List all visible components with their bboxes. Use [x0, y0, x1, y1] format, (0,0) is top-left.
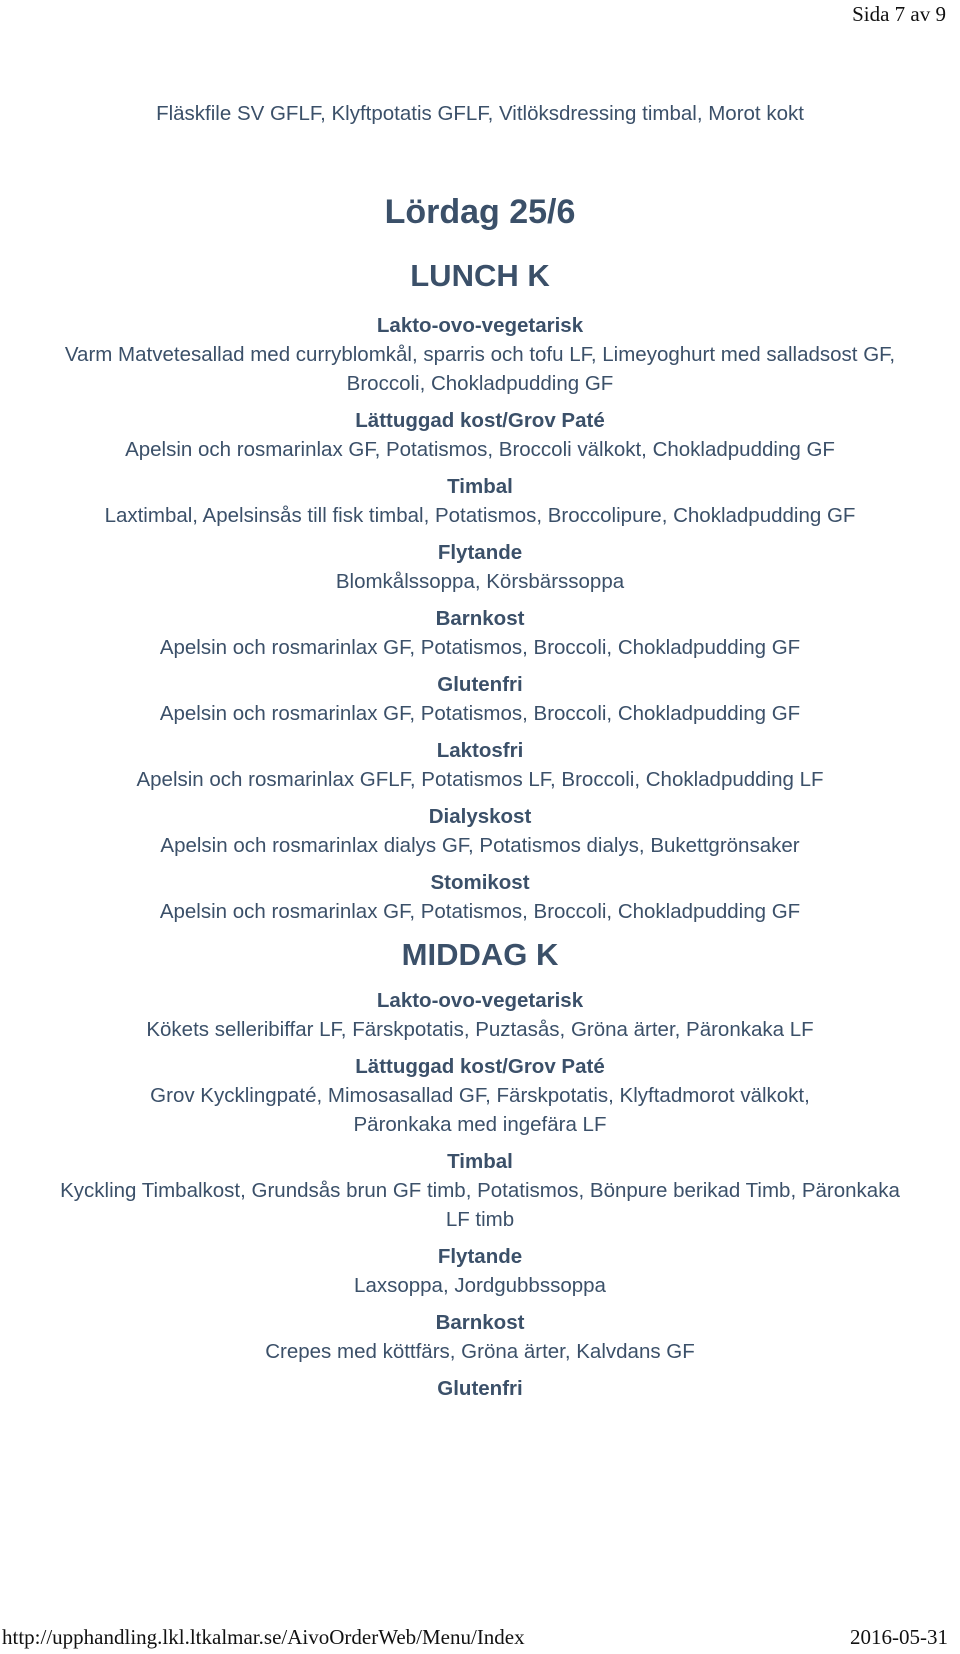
meal-title: MIDDAG K [401, 937, 559, 972]
diet-name: Timbal [447, 475, 513, 498]
meal-section-lunch [40, 256, 920, 926]
day-title: Lördag 25/6 [384, 193, 576, 231]
diet-name: Lakto-ovo-vegetarisk [376, 989, 584, 1012]
footer-url: http://upphandling.lkl.ltkalmar.se/AivoOrderWeb/Menu/Index [2, 1625, 525, 1649]
diet-name: Timbal [447, 1150, 513, 1173]
diet-name: Lättuggad kost/Grov Paté [355, 1055, 605, 1078]
diet-name: Barnkost [435, 1311, 525, 1334]
diet-block [40, 869, 920, 926]
diet-block [40, 803, 920, 860]
diet-dishes: Apelsin och rosmarinlax GF, Potatismos, Broccoli välkokt, Chokladpudding GF [125, 438, 835, 461]
diet-block [40, 1309, 920, 1366]
diet-dishes: Apelsin och rosmarinlax dialys GF, Potatismos dialys, Bukettgrönsaker [160, 834, 800, 857]
diet-block [40, 671, 920, 728]
diet-dishes: Apelsin och rosmarinlax GF, Potatismos, Broccoli, Chokladpudding GF [159, 636, 801, 659]
diet-name: Lakto-ovo-vegetarisk [376, 314, 584, 337]
diet-name: Laktosfri [436, 739, 524, 762]
diet-name: Lättuggad kost/Grov Paté [355, 409, 605, 432]
page-number: Sida 7 av 9 [852, 2, 946, 26]
diet-block [40, 737, 920, 794]
diet-block [40, 539, 920, 596]
diet-block [40, 1375, 920, 1403]
diet-dishes: Grov Kycklingpaté, Mimosasallad GF, Färskpotatis, Klyftadmorot välkokt, Päronkaka med ingefära LF [150, 1084, 810, 1136]
diet-block [40, 1243, 920, 1300]
diet-block [40, 987, 920, 1044]
diet-block [40, 407, 920, 464]
diet-dishes: Varm Matvetesallad med curryblomkål, sparris och tofu LF, Limeyoghurt med salladsost GF, Broccoli, Chokladpudding GF [64, 343, 896, 395]
diet-name: Glutenfri [437, 673, 523, 696]
diet-block [40, 473, 920, 530]
diet-dishes: Kökets selleribiffar LF, Färskpotatis, Puztasås, Gröna ärter, Päronkaka LF [146, 1018, 814, 1041]
diet-name: Dialyskost [428, 805, 532, 828]
diet-name: Barnkost [435, 607, 525, 630]
meal-section-dinner [40, 935, 920, 1403]
diet-block [40, 312, 920, 398]
diet-dishes: Kyckling Timbalkost, Grundsås brun GF timb, Potatismos, Bönpure berikad Timb, Päronkaka LF timb [60, 1179, 900, 1231]
diet-dishes: Apelsin och rosmarinlax GFLF, Potatismos LF, Broccoli, Chokladpudding LF [136, 768, 824, 791]
diet-dishes: Apelsin och rosmarinlax GF, Potatismos, Broccoli, Chokladpudding GF [159, 702, 801, 725]
diet-block [40, 605, 920, 662]
diet-name: Flytande [437, 541, 523, 564]
diet-dishes: Apelsin och rosmarinlax GF, Potatismos, Broccoli, Chokladpudding GF [159, 900, 801, 923]
diet-dishes: Crepes med köttfärs, Gröna ärter, Kalvdans GF [265, 1340, 695, 1363]
menu-content [40, 190, 920, 1412]
diet-name: Stomikost [430, 871, 530, 894]
diet-block [40, 1148, 920, 1234]
diet-dishes: Laxtimbal, Apelsinsås till fisk timbal, Potatismos, Broccolipure, Chokladpudding GF [104, 504, 856, 527]
diet-name: Flytande [437, 1245, 523, 1268]
diet-dishes: Laxsoppa, Jordgubbssoppa [354, 1274, 606, 1297]
footer-date: 2016-05-31 [850, 1625, 948, 1649]
previous-day-dinner-line: Fläskfile SV GFLF, Klyftpotatis GFLF, Vitlöksdressing timbal, Morot kokt [156, 102, 804, 125]
diet-dishes: Blomkålssoppa, Körsbärssoppa [335, 570, 625, 593]
diet-block [40, 1053, 920, 1139]
meal-title: LUNCH K [410, 258, 550, 293]
diet-name: Glutenfri [437, 1377, 523, 1400]
